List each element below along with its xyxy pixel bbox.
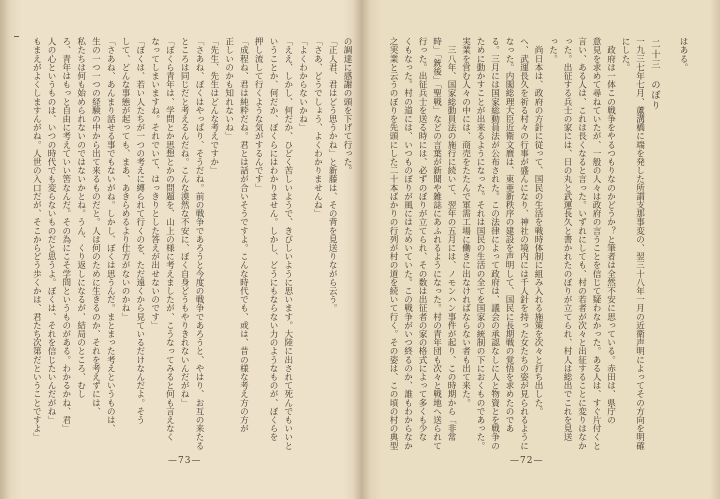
text-column: なった。内閣総理大臣近衛文麿は、東亜新秩序の建設を声明して、国民に長期戦の覚悟を求めたのであ xyxy=(504,37,514,433)
text-column: もまえがよくしますんがね。人世の入口だが、そこからどう歩くかは、君たち次第だということですよ」 xyxy=(31,37,42,442)
text-column: 尚日本は、政府の方針に従って、国民の生活を戦時体制に組み入れる施策を次々と打ち出した。 xyxy=(533,37,543,416)
text-column: 私たちは何も始められないのではないかとね。うん、くり返しになるが、結局のところ、むし xyxy=(75,37,86,399)
text-column: 意見を求めて尋ねていたが、一般の人々は政府の言うことを信じて疑わなかった。ある人は、すぐ片付くと xyxy=(591,37,601,450)
right-page-text xyxy=(385,37,690,455)
text-column: 人の心というものは、いつの時代でも変らないものだと思うよ。ぼくは、それを信じたいんだがね」 xyxy=(46,37,57,424)
margin-mark xyxy=(14,36,19,37)
text-column: 「ええ、しかし、何だか、ひどく苦しいようで、きびしいように思います。大陸に出されて死んでもいいと xyxy=(282,37,293,450)
text-column: ところは同じだと考えるんだね。こんな漠然な不安に、ぼく自身どうもやりきれないんだがね」 xyxy=(179,37,190,407)
text-column: った。 xyxy=(547,37,558,63)
text-column: 「よくわからないかね」 xyxy=(297,37,308,132)
text-column: 押し流して行くような気がするんです」 xyxy=(253,37,264,192)
text-column: 政府は一体この戦争をやるつもりなのかどうか？と筆者は全然不安に思っている。赤田は、県庁の xyxy=(605,37,616,424)
text-column: 生の一つ一つの経験の中から出て来るものだと。人は何のために生きるのか、それを考えずには、 xyxy=(90,37,101,416)
text-column: 実業を営む人々の中には、商売をたたんで軍需工場に働きに出なければならない者も出て来た。 xyxy=(460,37,471,407)
text-column: はある。 xyxy=(678,37,688,72)
text-column: 一九三七年七月、蘆溝橋に端を発した所謂支那事変の、翌三十八年一月の近衛声明によってその方向を明確 xyxy=(634,37,645,450)
left-page-text xyxy=(28,37,354,455)
text-column: 「正人君、君はどう思うかね」と新藤は、その背を見送りながら云う。 xyxy=(327,37,338,313)
text-column: 「成程ね、君は純粋だね。君とは話が合いそうですよ。こんな時代でも、或は、昔の様な考え方の方が xyxy=(238,37,249,433)
text-column: った。出征する兵士の家には、日の丸と武運長久と書かれたのぼりが立てられ、村人は総出でこれを見送 xyxy=(562,37,572,442)
text-column: 「先生、先生はどんな考えですか」 xyxy=(208,37,219,175)
text-column: 之実業と云うのぼりを先頭にした二十本ばかりの行列が村の道を続いて行く。その姿は、この頃の村の典型 xyxy=(388,37,398,450)
text-column: にした。 xyxy=(620,37,630,72)
page-number-left: —73— xyxy=(168,456,202,466)
text-column: して、どんな事態が起っても、まあ、あきらめるより仕方がないのかね」 xyxy=(120,37,131,321)
text-column: ろ、青年はもっと自由に考えていい筈なんだ。その為にこそ学問というものがある。わかるかね、君」 xyxy=(60,37,71,433)
text-column: なってしまいますね。それでいて、はっきりとした答えが出せないのです」 xyxy=(149,37,160,330)
text-column: る。三月には国家総動員法が公布された。この法律によって政府は、議会の承認なしに人と物資とを戦争の xyxy=(489,37,500,450)
text-column: 「さあね、あんまり話せる事でもないがね。しかし、ぼくは思うんだ。まとまった考えというものは、 xyxy=(105,37,116,433)
text-column: へ、武運長久を祈る村々の行事が盛んになり、神社の境内には千人針を持った女たちの姿が見られるように xyxy=(518,37,529,450)
text-column: いうことか、何だか、ぼくらにはわかりません。しかし、どうにもならない力のようなものが、ぼくらを xyxy=(268,37,279,442)
text-column: 言い、ある人は、これは長くなると言った。いずれにしても、村の若者が次々と出征することに変りはなか xyxy=(576,37,587,450)
text-column: 「ぼくは、若い人たちが一つの考えに縛られて行くのを、ただ遠くから見ているだけなんだよ。そう xyxy=(134,37,145,424)
column-spacer xyxy=(661,37,676,455)
text-column: 行った。出征兵士を送る時には、必ずのぼりが立てられ、その数は出征者の家の格式によって多くも少な xyxy=(417,37,427,442)
text-column: 正しいのかも知れないね」 xyxy=(223,37,234,141)
text-column: くもなった。村の道には、いつものぼりが風にはためいていた。この戦争がいつ終るのか、誰もわからなか xyxy=(402,37,413,450)
text-column: 「さあ、どうでしょう、よくわかりませんね」 xyxy=(312,37,323,218)
page-number-right: —72— xyxy=(510,456,544,466)
text-column: の調達に感謝の頭を下げて行った。 xyxy=(342,37,352,175)
text-column: 「さあね、ぼくはやっぱり、そうだね。前の戦争であろうと今度の戦争であろうと、やはり、お互の来たる xyxy=(194,37,205,450)
text-column: 三八年、国家総動員法の施行に続いて、翌年の五月には、ノモンハン事件が起り、この時期から「非常 xyxy=(446,37,456,442)
text-column: 時」「銃後」「聖戦」などの言葉が新聞や雑誌にあふれるようになった。村の青年団も次々と戦地へ送られて xyxy=(431,37,442,450)
text-column: 「ぼくら青年は、学問とか思想とかの問題を、山上の様に考えましたが、こうなってみると何も言えなく xyxy=(164,37,175,442)
chapter-heading: 二十三 のぼり xyxy=(649,39,660,111)
text-column: ために動かすことが出来るようになった。それは国民の生活の全てを国家の統制の下におくものであった。 xyxy=(475,37,485,450)
